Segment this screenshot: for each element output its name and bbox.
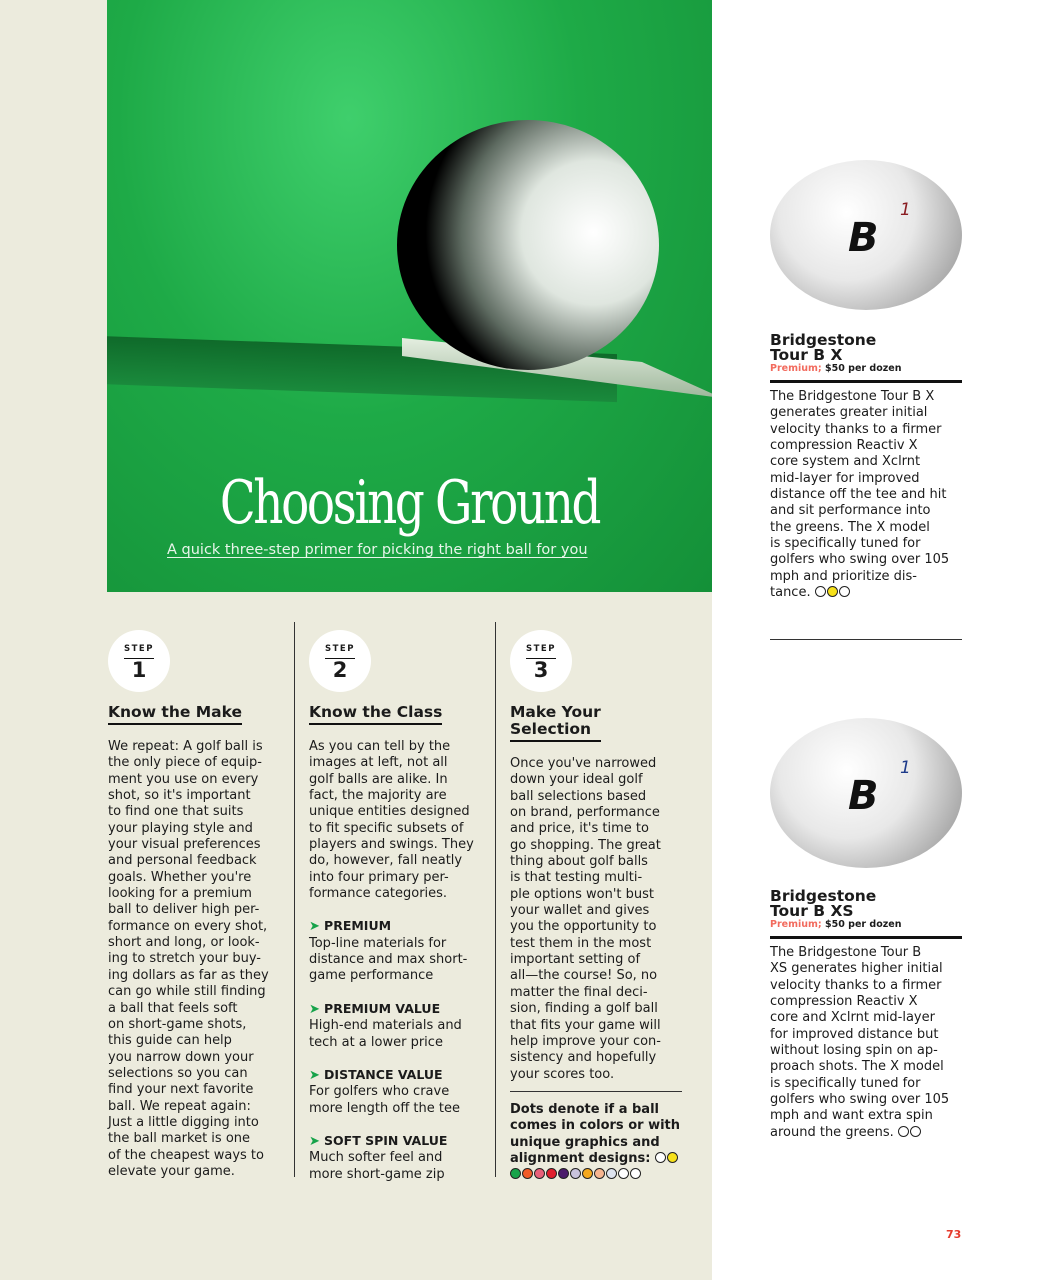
color-dot-icon bbox=[815, 586, 826, 597]
step-number: 3 bbox=[533, 658, 549, 683]
category-desc: High-end materials and tech at a lower price bbox=[309, 1018, 462, 1050]
category-item bbox=[309, 1133, 484, 1183]
legend-text: Dots denote if a ball comes in colors or with unique graphics and alignment designs: bbox=[510, 1101, 681, 1166]
step-2-column bbox=[309, 630, 484, 1183]
page-subtitle: A quick three-step primer for picking the right ball for you bbox=[167, 542, 588, 558]
color-dot-icon bbox=[570, 1168, 581, 1179]
color-dot-icon bbox=[839, 586, 850, 597]
hero-image bbox=[107, 0, 712, 592]
product-card bbox=[770, 889, 962, 1141]
golf-ball-image bbox=[770, 160, 962, 310]
color-dot-icon bbox=[618, 1168, 629, 1179]
product-description bbox=[770, 945, 962, 1141]
step-body: As you can tell by the images at left, not all golf balls are alike. In fact, the majority are unique entities designed to fit specific subsets of players and swings. They do, however, fall neatly into four primary per- formance categories. bbox=[309, 739, 474, 902]
dots-legend-note bbox=[510, 1091, 682, 1184]
category-desc: For golfers who crave more length off the tee bbox=[309, 1084, 460, 1116]
product-image bbox=[770, 718, 962, 878]
brand-logo: B bbox=[848, 215, 879, 261]
step-number: 2 bbox=[332, 658, 348, 683]
step-label: STEP bbox=[325, 641, 355, 659]
category-name: DISTANCE VALUE bbox=[324, 1066, 443, 1082]
product-card bbox=[770, 333, 962, 601]
page-title: Choosing Ground bbox=[219, 468, 600, 538]
color-dot-icon bbox=[630, 1168, 641, 1179]
category-name: PREMIUM bbox=[324, 918, 392, 934]
color-dot-icon bbox=[546, 1168, 557, 1179]
color-dot-icon bbox=[594, 1168, 605, 1179]
description-text: The Bridgestone Tour B XS generates higher initial velocity thanks to a firmer compression Reactiv X core and Xclrnt mid-layer for improved distance but without losing spin on ap- proach shots. The X model is specifically tuned for golfers who swing over 105 mph and want extra spin around the greens. bbox=[770, 945, 950, 1140]
step-badge bbox=[108, 630, 170, 692]
column-divider bbox=[294, 622, 295, 1177]
description-text: The Bridgestone Tour B X generates greater initial velocity thanks to a firmer compression Reactiv X core system and Xclrnt mid-layer for improved distance off the tee and hit and sit performance into the greens. The X model is specifically tuned for golfers who swing over 105 mph and prioritize dis- tance. bbox=[770, 389, 950, 601]
color-dot-icon bbox=[558, 1168, 569, 1179]
step-body: Once you've narrowed down your ideal golf ball selections based on brand, performance and price, it's time to go shopping. The great thing about golf balls is that testing multi- ple options won't bust your wallet and gives you the opportunity to test them in the most important setting of all—the course! So, no matter the final deci- sion, finding a golf ball that fits your game will help improve your con- sistency and hopefully your scores too. bbox=[510, 756, 661, 1082]
color-dot-icon bbox=[522, 1168, 533, 1179]
step-badge bbox=[309, 630, 371, 692]
step-body: We repeat: A golf ball is the only piece of equip- ment you use on every shot, so it's important to find one that suits your playing style and your visual preferences and personal feedback goals. Whether you're looking for a premium ball to deliver high per- formance on every shot, short and long, or look- ing to stretch your buy- ing dollars as far as they can go while still finding a ball that feels soft on short-game shots, this guide can help you narrow down your selections so you can find your next favorite ball. We repeat again: Just a little digging into the ball market is one of the cheapest ways to elevate your game. bbox=[108, 739, 269, 1179]
color-dot-icon bbox=[910, 1126, 921, 1137]
step-heading: Know the Class bbox=[309, 704, 442, 725]
price-value: $50 per dozen bbox=[825, 919, 902, 930]
golf-ball-image bbox=[397, 120, 659, 370]
ball-mark: 1 bbox=[900, 200, 911, 220]
product-class: Premium; bbox=[770, 363, 822, 374]
column-divider bbox=[495, 622, 496, 1177]
category-name: PREMIUM VALUE bbox=[324, 1000, 441, 1016]
category-item bbox=[309, 1067, 484, 1117]
product-price bbox=[770, 363, 962, 383]
step-1-column bbox=[108, 630, 278, 1180]
arrow-icon: ➤ bbox=[309, 1001, 320, 1017]
category-item bbox=[309, 918, 484, 984]
ball-mark: 1 bbox=[900, 758, 911, 778]
color-dot-icon bbox=[655, 1152, 666, 1163]
color-dot-icon bbox=[667, 1152, 678, 1163]
category-desc: Much softer feel and more short-game zip bbox=[309, 1150, 445, 1182]
product-class: Premium; bbox=[770, 919, 822, 930]
divider bbox=[770, 639, 962, 640]
arrow-icon: ➤ bbox=[309, 1067, 320, 1083]
product-price bbox=[770, 919, 962, 939]
product-name: Bridgestone Tour B XS bbox=[770, 887, 877, 920]
arrow-icon: ➤ bbox=[309, 919, 320, 935]
category-desc: Top-line materials for distance and max short- game performance bbox=[309, 935, 468, 984]
color-dot-icon bbox=[898, 1126, 909, 1137]
product-description bbox=[770, 389, 962, 601]
golf-ball-image bbox=[770, 718, 962, 868]
step-3-column bbox=[510, 630, 682, 1184]
color-dot-icon bbox=[827, 586, 838, 597]
page-number: 73 bbox=[946, 1228, 962, 1241]
product-image bbox=[770, 160, 962, 320]
category-name: SOFT SPIN VALUE bbox=[324, 1132, 448, 1148]
step-number: 1 bbox=[131, 658, 147, 683]
price-value: $50 per dozen bbox=[825, 363, 902, 374]
step-label: STEP bbox=[124, 641, 154, 659]
brand-logo: B bbox=[848, 773, 879, 819]
color-dot-icon bbox=[582, 1168, 593, 1179]
color-dot-icon bbox=[510, 1168, 521, 1179]
step-heading: Know the Make bbox=[108, 704, 242, 725]
step-heading: Make Your Selection bbox=[510, 704, 601, 742]
step-badge bbox=[510, 630, 572, 692]
category-item bbox=[309, 1001, 484, 1051]
color-dot-icon bbox=[606, 1168, 617, 1179]
step-label: STEP bbox=[526, 641, 556, 659]
arrow-icon: ➤ bbox=[309, 1133, 320, 1149]
product-name: Bridgestone Tour B X bbox=[770, 331, 877, 364]
color-dot-icon bbox=[534, 1168, 545, 1179]
